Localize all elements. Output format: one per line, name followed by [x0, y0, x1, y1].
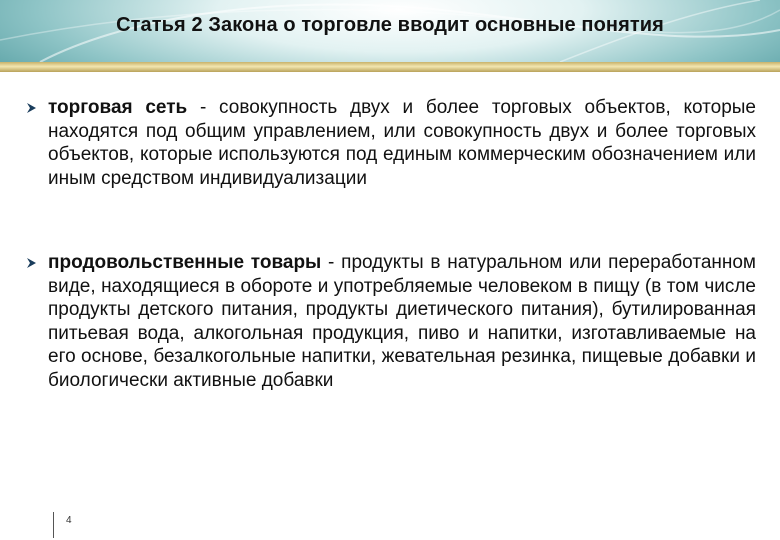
- gold-divider: [0, 62, 780, 72]
- footer-divider: [53, 512, 54, 538]
- bullet-list: [24, 96, 756, 392]
- slide-title: Статья 2 Закона о торговле вводит основные понятия: [116, 14, 664, 36]
- definition: - продукты в натуральном или переработанном виде, находящиеся в обороте и употребляемые человеком в пищу (в том числе продукты детского питания, продукты диетического питания), бутилированная питьевая вода, алкогольная продукция, пиво и напитки, изготавливаемые на его основе, безалкогольные напитки, жевательная резинка, пищевые добавки и биологически активные добавки: [48, 252, 756, 391]
- list-item: [24, 251, 756, 392]
- term: торговая сеть: [48, 97, 188, 118]
- arrow-bullet-icon: [26, 102, 38, 114]
- term: продовольственные товары: [48, 252, 322, 273]
- title-banner: [0, 0, 780, 62]
- list-item: [24, 96, 756, 190]
- page-number: 4: [66, 515, 72, 526]
- arrow-bullet-icon: [26, 257, 38, 269]
- definition: - совокупность двух и более торговых объектов, которые находятся под общим управлением, или совокупность двух и более торговых объектов, которые используются под единым коммерческим обозначением или иным средством индивидуализации: [48, 97, 756, 189]
